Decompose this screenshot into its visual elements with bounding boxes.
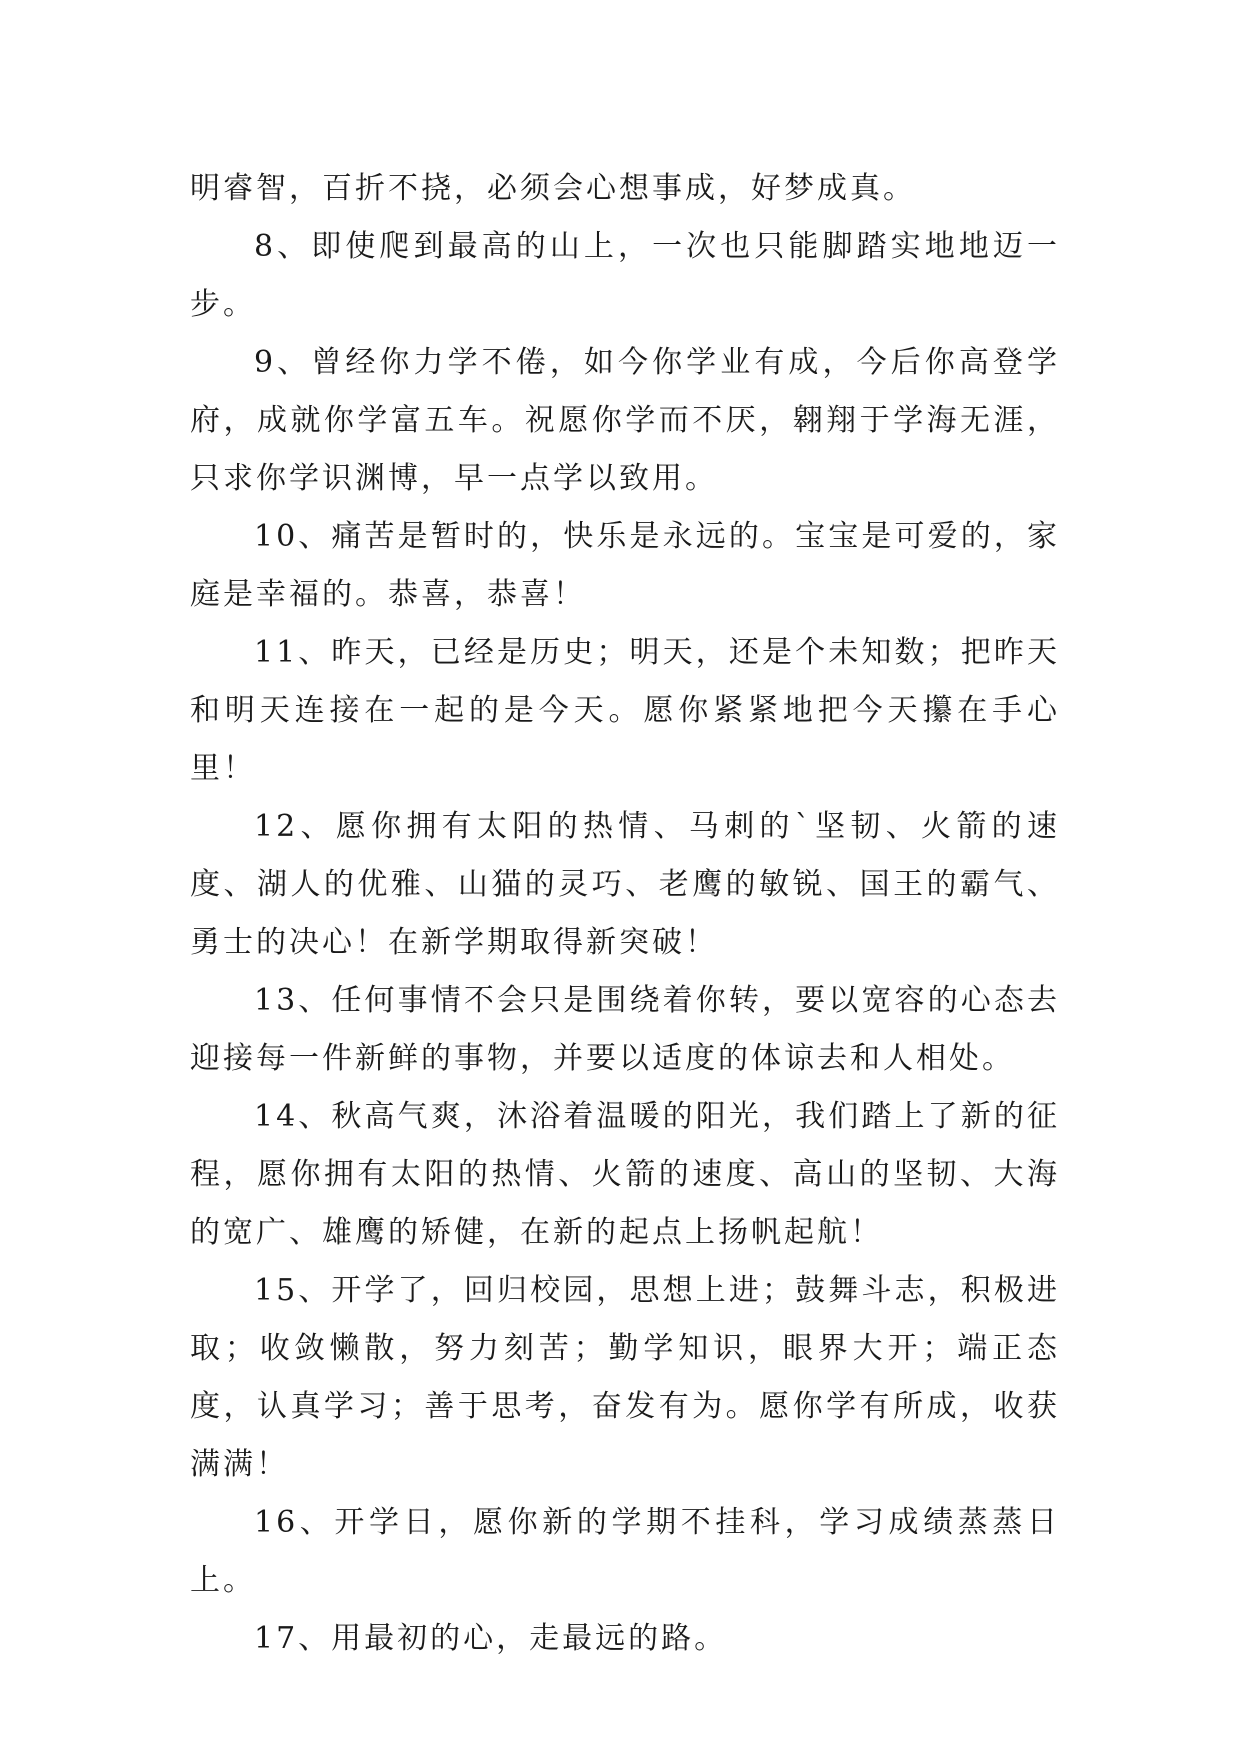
document-body bbox=[190, 160, 1060, 1668]
paragraph-10: 10、痛苦是暂时的，快乐是永远的。宝宝是可爱的，家庭是幸福的。恭喜，恭喜！ bbox=[190, 519, 1060, 612]
paragraph-17: 17、用最初的心，走最远的路。 bbox=[254, 1621, 728, 1656]
paragraph-14: 14、秋高气爽，沐浴着温暖的阳光，我们踏上了新的征程，愿你拥有太阳的热情、火箭的速度、高山的坚韧、大海的宽广、雄鹰的矫健，在新的起点上扬帆起航！ bbox=[190, 1099, 1060, 1250]
paragraph-15: 15、开学了，回归校园，思想上进；鼓舞斗志，积极进取；收敛懒散，努力刻苦；勤学知识，眼界大开；端正态度，认真学习；善于思考，奋发有为。愿你学有所成，收获满满！ bbox=[190, 1273, 1060, 1482]
paragraph-8: 8、即使爬到最高的山上，一次也只能脚踏实地地迈一步。 bbox=[190, 229, 1060, 322]
paragraph-13: 13、任何事情不会只是围绕着你转，要以宽容的心态去迎接每一件新鲜的事物，并要以适度的体谅去和人相处。 bbox=[190, 983, 1060, 1076]
paragraph-7-continuation: 明睿智，百折不挠，必须会心想事成，好梦成真。 bbox=[190, 171, 916, 206]
paragraph-16: 16、开学日，愿你新的学期不挂科，学习成绩蒸蒸日上。 bbox=[190, 1505, 1060, 1598]
paragraph-12: 12、愿你拥有太阳的热情、马刺的`坚韧、火箭的速度、湖人的优雅、山猫的灵巧、老鹰的敏锐、国王的霸气、勇士的决心！在新学期取得新突破！ bbox=[190, 809, 1060, 960]
paragraph-9: 9、曾经你力学不倦，如今你学业有成，今后你高登学府，成就你学富五车。祝愿你学而不厌，翱翔于学海无涯，只求你学识渊博，早一点学以致用。 bbox=[190, 345, 1060, 496]
paragraph-11: 11、昨天，已经是历史；明天，还是个未知数；把昨天和明天连接在一起的是今天。愿你紧紧地把今天攥在手心里！ bbox=[190, 635, 1060, 786]
